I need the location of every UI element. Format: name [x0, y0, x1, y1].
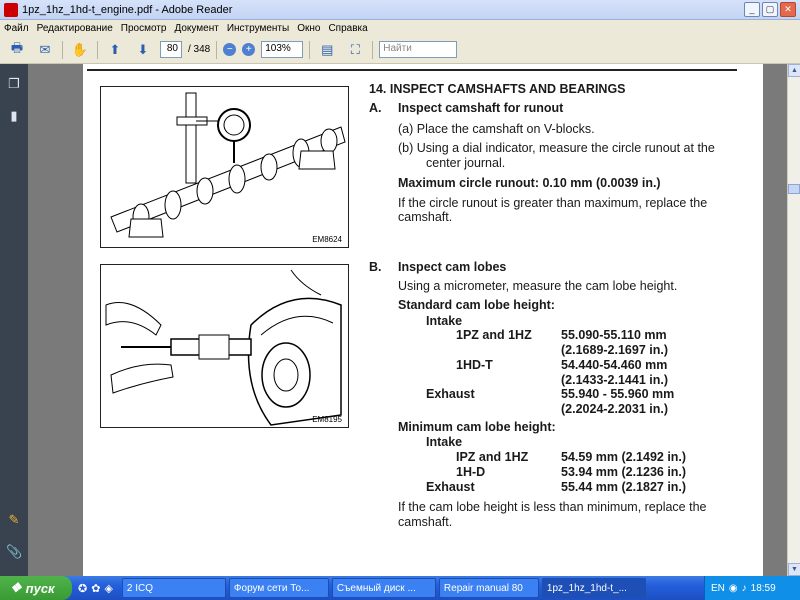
navigation-panel [0, 64, 28, 576]
start-label: пуск [25, 580, 55, 596]
pdf-page [83, 64, 763, 576]
min-row2-value: 53.94 mm (2.1236 in.) [561, 465, 687, 479]
lobe-note-line2: camshaft. [398, 515, 453, 529]
prev-page-icon[interactable]: ⬆ [109, 41, 121, 57]
email-icon[interactable]: ✉ [39, 41, 51, 57]
quick-launch-icon[interactable]: ✪ [78, 582, 88, 595]
taskbar [0, 576, 800, 600]
std-exhaust-value: 55.940 - 55.960 mm [561, 387, 675, 401]
section-title: 14. INSPECT CAMSHAFTS AND BEARINGS [369, 82, 626, 96]
subsection-letter-a: A. [369, 101, 382, 115]
print-icon[interactable]: 🖶 [10, 39, 24, 55]
menu-bar [0, 20, 800, 36]
toolbar-separator [309, 41, 310, 59]
subsection-title-a: Inspect camshaft for runout [398, 101, 564, 115]
system-tray [704, 576, 800, 600]
std-row2-label: 1HD-T [456, 358, 493, 372]
minimize-button[interactable]: _ [744, 2, 760, 17]
scroll-thumb[interactable] [788, 184, 800, 194]
min-row1-value: 54.59 mm (2.1492 in.) [561, 450, 687, 464]
step-a: (a) Place the camshaft on V-blocks. [398, 122, 595, 136]
std-exhaust-inches: (2.2024-2.2031 in.) [561, 402, 669, 416]
lobe-note-line1: If the cam lobe height is less than minimum, replace the [398, 500, 707, 514]
micrometer-illustration [101, 265, 348, 427]
min-exhaust-value: 55.44 mm (2.1827 in.) [561, 480, 687, 494]
toolbar [0, 36, 800, 64]
language-indicator[interactable]: EN [711, 582, 725, 594]
page-total: / 348 [188, 44, 211, 55]
quick-launch-icon[interactable]: ◈ [104, 582, 113, 595]
std-row2-inches: (2.1433-2.1441 in.) [561, 373, 669, 387]
subsection-title-b: Inspect cam lobes [398, 260, 507, 274]
pages-icon[interactable]: ❐ [8, 76, 20, 91]
menu-document[interactable]: Документ [174, 22, 219, 34]
lobe-intro: Using a micrometer, measure the cam lobe height. [398, 279, 678, 293]
next-page-icon[interactable]: ⬇ [137, 41, 149, 57]
toolbar-separator [216, 41, 217, 59]
taskbar-item-removable-disk[interactable]: Съемный диск ... [332, 578, 436, 598]
menu-tools[interactable]: Инструменты [226, 22, 290, 34]
toolbar-separator [97, 41, 98, 59]
scroll-up-icon[interactable]: ▲ [788, 64, 800, 77]
fit-width-icon[interactable]: ⛶ [350, 41, 360, 57]
scroll-down-icon[interactable]: ▼ [788, 563, 800, 576]
zoom-select[interactable]: 103% [261, 41, 303, 58]
menu-help[interactable]: Справка [328, 22, 368, 34]
window-title: 1pz_1hz_1hd-t_engine.pdf - Adobe Reader [22, 3, 233, 16]
menu-file[interactable]: Файл [4, 22, 29, 34]
document-view[interactable] [28, 64, 787, 576]
windows-logo-icon: ❖ [10, 580, 22, 595]
menu-edit[interactable]: Редактирование [36, 22, 113, 34]
camshaft-runout-figure [100, 86, 349, 248]
start-button[interactable] [0, 576, 72, 600]
bookmarks-icon[interactable]: ▮ [10, 108, 18, 123]
taskbar-item-repair-manual[interactable]: Repair manual 80 [439, 578, 539, 598]
intake-label: Intake [426, 314, 463, 328]
menu-view[interactable]: Просмотр [120, 22, 167, 34]
vertical-scrollbar[interactable] [787, 64, 800, 576]
exhaust-label: Exhaust [426, 387, 475, 401]
tray-icon[interactable]: ◉ [728, 582, 738, 594]
maximize-button[interactable]: ▢ [762, 2, 778, 17]
tray-icon[interactable]: ♪ [741, 582, 747, 594]
taskbar-item-icq[interactable]: 2 ICQ [122, 578, 226, 598]
step-b-line1: (b) Using a dial indicator, measure the circle runout at the [398, 141, 715, 155]
taskbar-item-pdf[interactable]: 1pz_1hz_1hd-t_... [542, 578, 646, 598]
adobe-reader-icon [4, 3, 18, 17]
clock: 18:59 [750, 582, 776, 594]
std-row1-value: 55.090-55.110 mm [561, 328, 667, 342]
subsection-letter-b: B. [369, 260, 382, 274]
camshaft-runout-illustration [101, 87, 348, 247]
cam-lobe-figure [100, 264, 349, 428]
page-number-input[interactable]: 80 [160, 41, 182, 58]
max-runout-spec: Maximum circle runout: 0.10 mm (0.0039 in.) [398, 176, 661, 190]
window-controls [744, 2, 796, 17]
taskbar-item-forum[interactable]: Форум сети То... [229, 578, 329, 598]
hand-tool-icon[interactable]: ✋ [71, 41, 89, 57]
step-b-line2: center journal. [426, 156, 506, 170]
min-row2-label: 1H-D [456, 465, 486, 479]
toolbar-separator [62, 41, 63, 59]
zoom-in-icon[interactable]: + [242, 43, 255, 56]
minimum-height-title: Minimum cam lobe height: [398, 420, 556, 434]
quick-launch [72, 582, 119, 595]
quick-launch-icon[interactable]: ✿ [91, 582, 101, 595]
std-row1-inches: (2.1689-2.1697 in.) [561, 343, 669, 357]
figure-code: EM8195 [312, 415, 342, 424]
title-bar [0, 0, 800, 20]
menu-window[interactable]: Окно [297, 22, 321, 34]
close-button[interactable]: ✕ [780, 2, 796, 17]
standard-height-title: Standard cam lobe height: [398, 298, 555, 312]
toolbar-separator [372, 41, 373, 59]
fit-page-icon[interactable]: ▤ [321, 41, 334, 57]
min-exhaust-label: Exhaust [426, 480, 475, 494]
find-input[interactable]: Найти [379, 41, 457, 58]
figure-code: EM8624 [312, 235, 342, 244]
runout-note-line2: camshaft. [398, 210, 453, 224]
comments-icon[interactable]: ✎ [8, 512, 20, 527]
runout-note-line1: If the circle runout is greater than maximum, replace the [398, 196, 708, 210]
attachments-icon[interactable]: 📎 [6, 544, 23, 559]
std-row1-label: 1PZ and 1HZ [456, 328, 532, 342]
std-row2-value: 54.440-54.460 mm [561, 358, 668, 372]
min-row1-label: IPZ and 1HZ [456, 450, 529, 464]
min-intake-label: Intake [426, 435, 463, 449]
zoom-out-icon[interactable]: − [223, 43, 236, 56]
page-header-rule [87, 69, 737, 71]
